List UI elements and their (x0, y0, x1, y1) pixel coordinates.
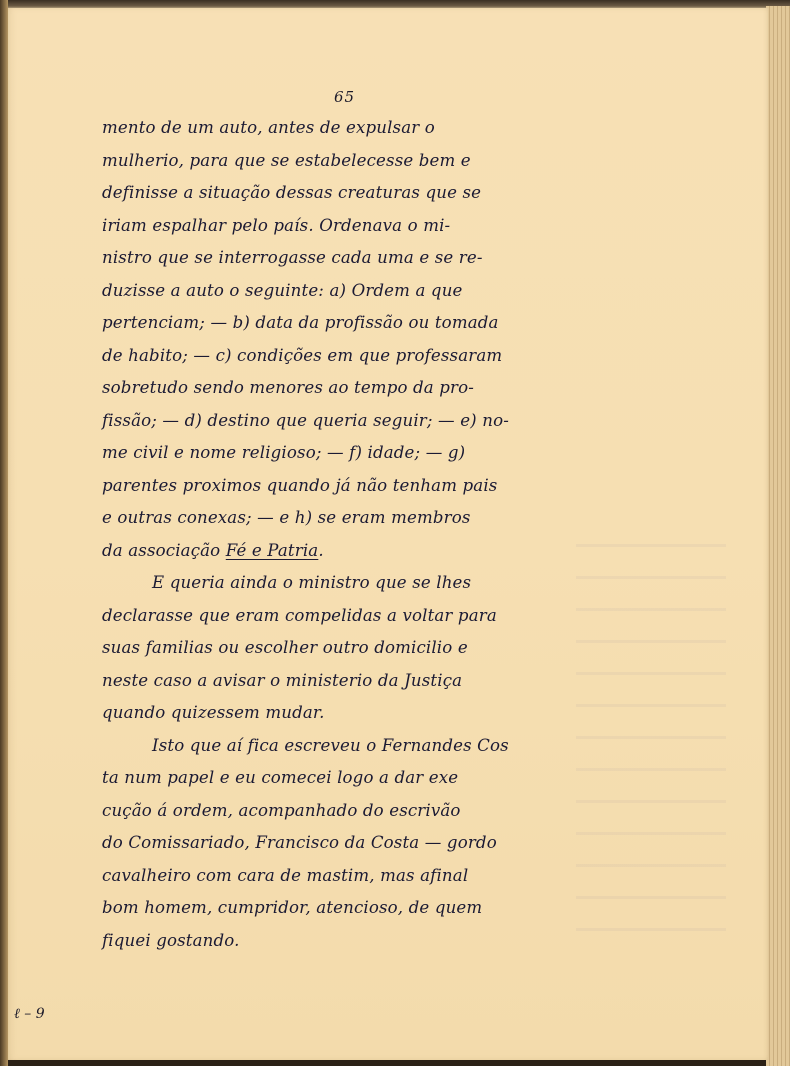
paragraph-2-line: suas familias ou escolher outro domicilio e (102, 638, 468, 657)
manuscript-line: e outras conexas; — e h) se eram membros (102, 508, 471, 527)
manuscript-line-association: da associação Fé e Patria. (102, 540, 324, 560)
manuscript-line: pertenciam; — b) data da profissão ou tomada (102, 313, 499, 332)
paragraph-2-line: quando quizessem mudar. (102, 703, 325, 722)
manuscript-text (102, 112, 622, 957)
manuscript-line: mento de um auto, antes de expulsar o (102, 118, 435, 137)
manuscript-line: iriam espalhar pelo país. Ordenava o mi- (102, 215, 451, 235)
manuscript-line: de habito; — c) condições em que professaram (102, 345, 503, 365)
manuscript-line: sobretudo sendo menores ao tempo da pro- (102, 378, 475, 397)
paragraph-3-line: bom homem, cumpridor, atencioso, de quem (102, 898, 483, 917)
underlying-pages-edge (766, 6, 790, 1066)
paragraph-3-line: do Comissariado, Francisco da Costa — gordo (102, 833, 497, 852)
manuscript-line: parentes proximos quando já não tenham pais (102, 475, 498, 495)
manuscript-line: mulherio, para que se estabelecesse bem e (102, 150, 471, 170)
paragraph-3-line: cução á ordem, acompanhado do escrivão (102, 800, 461, 820)
association-lead-text: da associação (102, 540, 221, 560)
association-name: Fé e Patria (225, 540, 319, 560)
paragraph-2-line: E queria ainda o ministro que se lhes (152, 573, 472, 592)
manuscript-line: fissão; — d) destino que queria seguir; — e) no- (102, 410, 509, 430)
paragraph-2-line: neste caso a avisar o ministerio da Justiça (102, 670, 463, 690)
binding-shadow (0, 0, 8, 1066)
paragraph-3-line: fiquei gostando. (102, 930, 240, 950)
page-number: 65 (334, 88, 356, 106)
margin-note: ℓ – 9 (14, 1006, 45, 1022)
manuscript-line: me civil e nome religioso; — f) idade; — g) (102, 443, 466, 462)
manuscript-line: duzisse a auto o seguinte: a) Ordem a que (102, 280, 463, 300)
paragraph-3-line: ta num papel e eu comecei logo a dar exe (102, 768, 459, 787)
paragraph-3-line: cavalheiro com cara de mastim, mas afinal (102, 865, 469, 885)
paragraph-3-line: Isto que aí fica escreveu o Fernandes Cos (152, 735, 509, 755)
paragraph-2-line: declarasse que eram compelidas a voltar para (102, 605, 497, 625)
manuscript-line: definisse a situação dessas creaturas que se (102, 183, 482, 202)
manuscript-line: nistro que se interrogasse cada uma e se re- (102, 248, 483, 267)
